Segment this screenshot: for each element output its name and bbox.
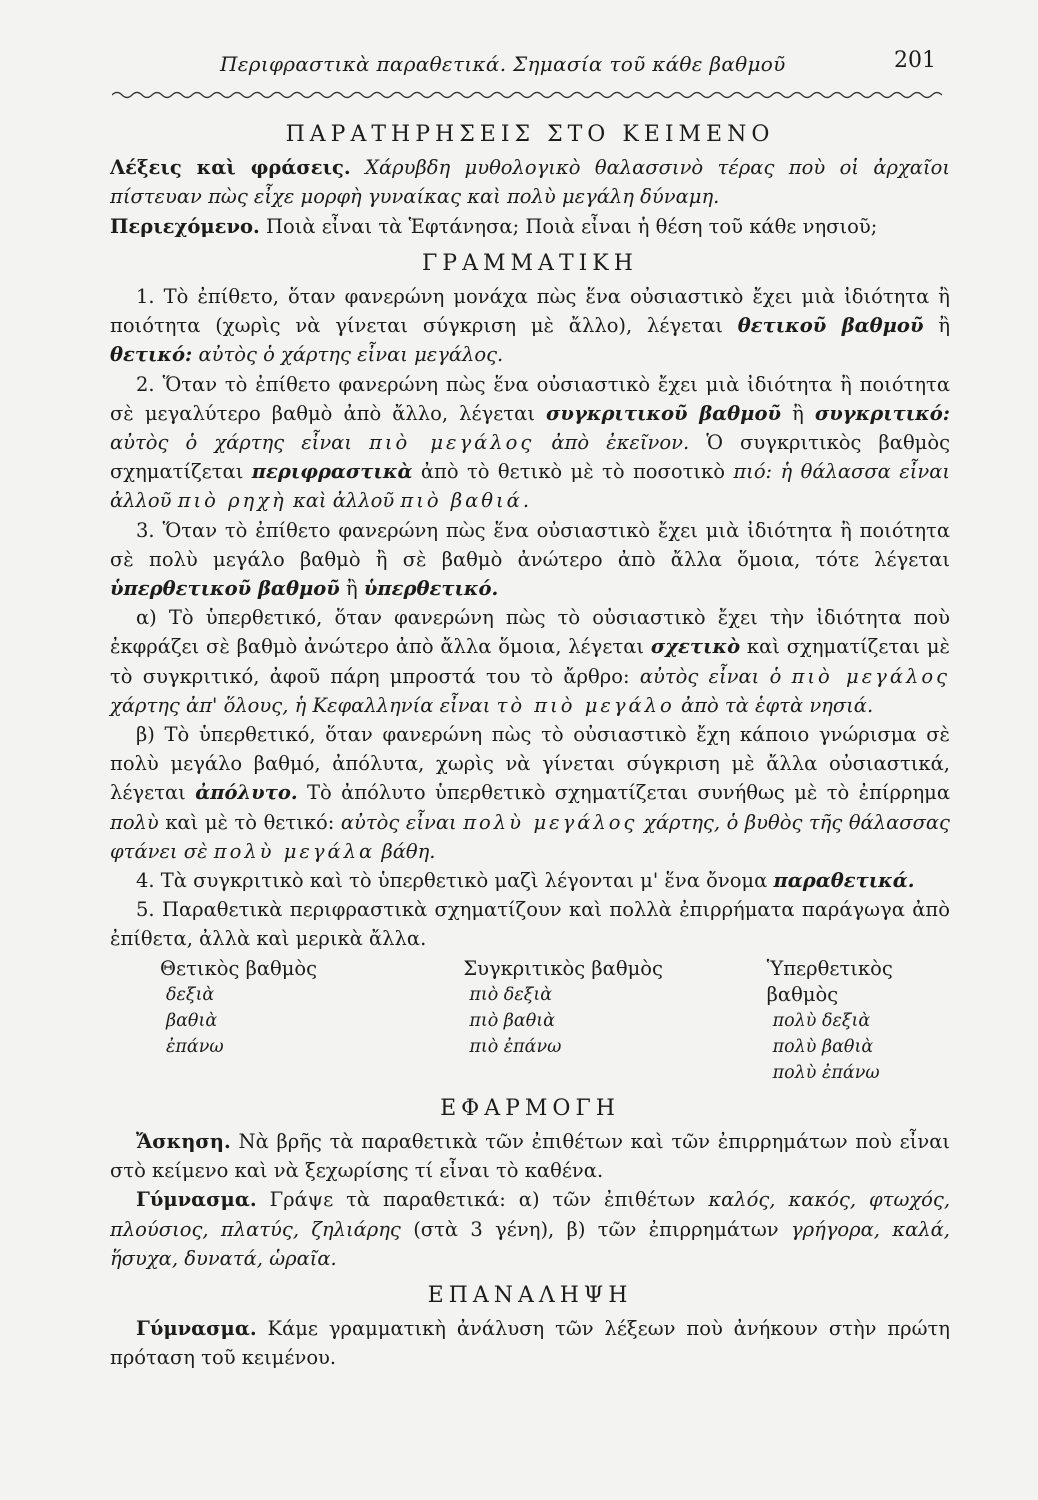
text: Ὁ συγκριτικὸς βαθμὸς σχηματίζεται [110,431,951,484]
text: Γράψε τὰ παραθετικά: α) τῶν ἐπιθέτων [269,1188,696,1212]
term-periphrastic: περιφραστικὰ [251,460,413,484]
example: αὐτὸς εἶναι ὁ [639,664,782,688]
grammar-heading: ΓΡΑΜΜΑΤΙΚΗ [422,250,638,276]
term-positive: θετικό: [110,343,193,367]
example: ἀπὸ τὰ ἑφτὰ νησιά. [680,693,874,717]
example: πιό: [733,460,773,484]
text: (στὰ 3 γένη), β) τῶν ἐπιρρημάτων [413,1217,779,1241]
example: βάθη. [381,839,436,863]
example: αὐτὸς εἶναι [340,810,457,834]
example-spaced: πιὸ μεγάλος [791,664,951,688]
grammar-paragraph-2 [110,370,950,516]
review-paragraph [110,1314,950,1372]
observations-heading: ΠΑΡΑΤΗΡΗΣΕΙΣ ΣΤΟ ΚΕΙΜΕΝΟ [285,122,775,147]
example: ἀπὸ ἐκεῖνον. [551,431,690,455]
term-comparatives: παραθετικά. [773,869,915,893]
table-cell: πιὸ βαθιὰ [469,1010,555,1031]
grammar-paragraph-5: 5. Παραθετικὰ περιφραστικὰ σχηματίζουν καὶ πολλὰ ἐπιρρήματα παράγωγα ἀπὸ ἐπίθετα, ἀλλὰ καὶ μερικὰ ἄλλα. [110,898,950,951]
text: ἀπὸ τὸ θετικὸ μὲ τὸ ποσοτικὸ [420,460,725,484]
example: χάρτης ἀπ' ὅλους, ἡ Κεφαλληνία εἶναι [110,693,491,717]
words-label: Λέξεις καὶ φράσεις. [110,156,351,180]
review-gym-label: Γύμνασμα. [136,1317,257,1341]
table-cell: πολὺ δεξιὰ [772,1010,871,1031]
table-cell: πολὺ ἐπάνω [772,1062,880,1083]
exercise-label: Ἄσκηση. [136,1129,231,1153]
text: β) Τὸ ὑπερθετικό, ὅταν φανερώνη πὼς τὸ οὐσιαστικὸ ἔχη κάποιο γνώρισμα σὲ πολὺ μεγάλο βαθμό, ἀπόλυτα, χωρὶς νὰ γίνεται σύγκριση μὲ ἄλλα οὐσιαστικά, λέγεται [110,723,950,805]
positive-column [160,956,423,1086]
term-superlative-degree: ὑπερθετικοῦ βαθμοῦ [110,577,340,601]
grammar-paragraph-4 [110,866,950,895]
review-heading: ΕΠΑΝΑΛΗΨΗ [427,1282,633,1308]
term-comparative-degree: συγκριτικοῦ βαθμοῦ [546,401,781,425]
grammar-paragraph-3 [110,516,950,604]
application-heading: ΕΦΑΡΜΟΓΗ [440,1095,620,1121]
content-paragraph [110,212,950,241]
text: Τὸ ἀπόλυτο ὑπερθετικὸ σχηματίζεται συνήθως μὲ τὸ ἐπίρρημα [307,781,950,805]
grammar-paragraph-1 [110,282,950,370]
comparative-column [423,956,686,1086]
exercise-paragraph [110,1127,950,1185]
table-cell: πολὺ βαθιὰ [772,1036,874,1057]
example: πολὺ [110,810,159,834]
text: α) Τὸ ὑπερθετικό, ὅταν φανερώνη πὼς τὸ οὐσιαστικὸ ἔχει τὴν ἰδιότητα ποὺ ἐκφράζει σὲ βαθμὸ ἀνώτερο ἀπὸ ἄλλα ὅμοια, λέγεται [110,606,950,659]
example: αὐτὸς ὁ χάρτης εἶναι [110,431,352,455]
text: ἢ [792,401,804,425]
content-label: Περιεχόμενο. [110,214,260,238]
example-spaced: πιὸ μεγάλος [369,431,535,455]
text: καὶ σχηματίζεται μὲ τὸ συγκριτικό, ἀφοῦ πάρη μπροστά του τὸ ἄρθρο: [110,635,951,688]
example: καλός, κακός, φτωχός, πλούσιος, πλατύς, ζηλιάρης [110,1188,951,1241]
term-absolute: ἀπόλυτο. [195,781,298,805]
page-number: 201 [894,48,936,73]
grammar-paragraph-3a [110,603,950,720]
text: 1. Τὸ ἐπίθετο, ὅταν φανερώνη μονάχα πὼς ἕνα οὐσιαστικὸ ἔχει μιὰ ἰδιότητα ἢ ποιότητα (χωρὶς νὰ γίνεται σύγκριση μὲ ἄλλο), λέγεται [110,285,950,338]
column-header: Θετικὸς βαθμὸς [160,956,318,980]
gym-paragraph [110,1185,950,1273]
grammar-paragraph-3b [110,720,950,866]
page-body [110,112,950,1373]
term-comparative: συγκριτικό: [814,401,951,425]
example-spaced: τὸ πιὸ μεγάλο [496,693,675,717]
column-header: Συγκριτικὸς βαθμὸς [463,956,663,980]
superlative-column [687,956,950,1086]
text: 2. Ὅταν τὸ ἐπίθετο φανερώνη πὼς ἕνα οὐσιαστικὸ ἔχει μιὰ ἰδιότητα ἢ ποιότητα σὲ μεγαλύτερο βαθμὸ ἀπὸ ἄλλο, λέγεται [110,372,950,425]
term-relative: σχετικὸ [650,635,741,659]
gym-label: Γύμνασμα. [136,1188,257,1212]
exercise-text: Νὰ βρῆς τὰ παραθετικὰ τῶν ἐπιθέτων καὶ τῶν ἐπιρρημάτων ποὺ εἶναι στὸ κείμενο καὶ νὰ ξεχωρίσης τί εἶναι τὸ καθένα. [110,1129,951,1183]
table-cell: πιὸ δεξιὰ [469,984,553,1005]
text: 4. Τὰ συγκριτικὸ καὶ τὸ ὑπερθετικὸ μαζὶ λέγονται μ' ἕνα ὄνομα [136,869,768,893]
words-text: Χάρυβδη μυθολογικὸ θαλασσινὸ τέρας ποὺ οἱ ἀρχαῖοι πίστευαν πὼς εἶχε μορφὴ γυναίκας καὶ πολὺ μεγάλη δύναμη. [110,156,950,209]
text: ἢ [345,577,358,601]
example: καὶ ἀλλοῦ [292,489,395,513]
example-spaced: πολὺ μεγάλος [463,810,638,834]
wavy-rule-divider [112,88,942,102]
example: αὐτὸς ὁ χάρτης εἶναι μεγάλος. [198,343,504,367]
example: ἡ θάλασσα εἶναι ἀλλοῦ [110,460,951,513]
term-positive-degree: θετικοῦ βαθμοῦ [737,314,924,338]
table-cell: βαθιὰ [166,1010,218,1031]
review-gym-text: Κάμε γραμματικὴ ἀνάλυση τῶν λέξεων ποὺ ἀνήκουν στὴν πρώτη πρόταση τοῦ κειμένου. [110,1317,950,1370]
example-spaced: πολὺ μεγάλα [213,839,376,863]
example: χάρτης, ὁ βυθὸς τῆς θάλασσας φτάνει σὲ [110,810,950,863]
words-paragraph [110,153,950,211]
running-title: Περιφραστικὰ παραθετικά. Σημασία τοῦ κάθε βαθμοῦ [220,52,786,76]
text: ἢ [938,314,950,338]
degrees-table [160,956,950,1086]
example-spaced: πιὸ ρηχὴ [177,489,287,513]
page-header [220,48,940,92]
example-spaced: πιὸ βαθιά. [400,489,533,513]
example: γρήγορα, καλά, ἥσυχα, δυνατά, ὡραῖα. [110,1217,950,1270]
column-header: Ὑπερθετικὸς βαθμὸς [766,956,893,1006]
term-superlative: ὑπερθετικό. [363,577,499,601]
text: καὶ μὲ τὸ θετικό: [165,810,335,834]
table-cell: ἐπάνω [166,1036,224,1057]
table-cell: πιὸ ἐπάνω [469,1036,562,1057]
text: 3. Ὅταν τὸ ἐπίθετο φανερώνη πὼς ἕνα οὐσιαστικὸ ἔχει μιὰ ἰδιότητα ἢ ποιότητα σὲ πολὺ μεγάλο βαθμὸ ἢ σὲ βαθμὸ ἀνώτερο ἀπὸ ἄλλα ὅμοια, τότε λέγεται [110,518,950,571]
content-text: Ποιὰ εἶναι τὰ Ἑφτάνησα; Ποιὰ εἶναι ἡ θέση τοῦ κάθε νησιοῦ; [266,214,878,238]
table-cell: δεξιὰ [166,984,215,1005]
